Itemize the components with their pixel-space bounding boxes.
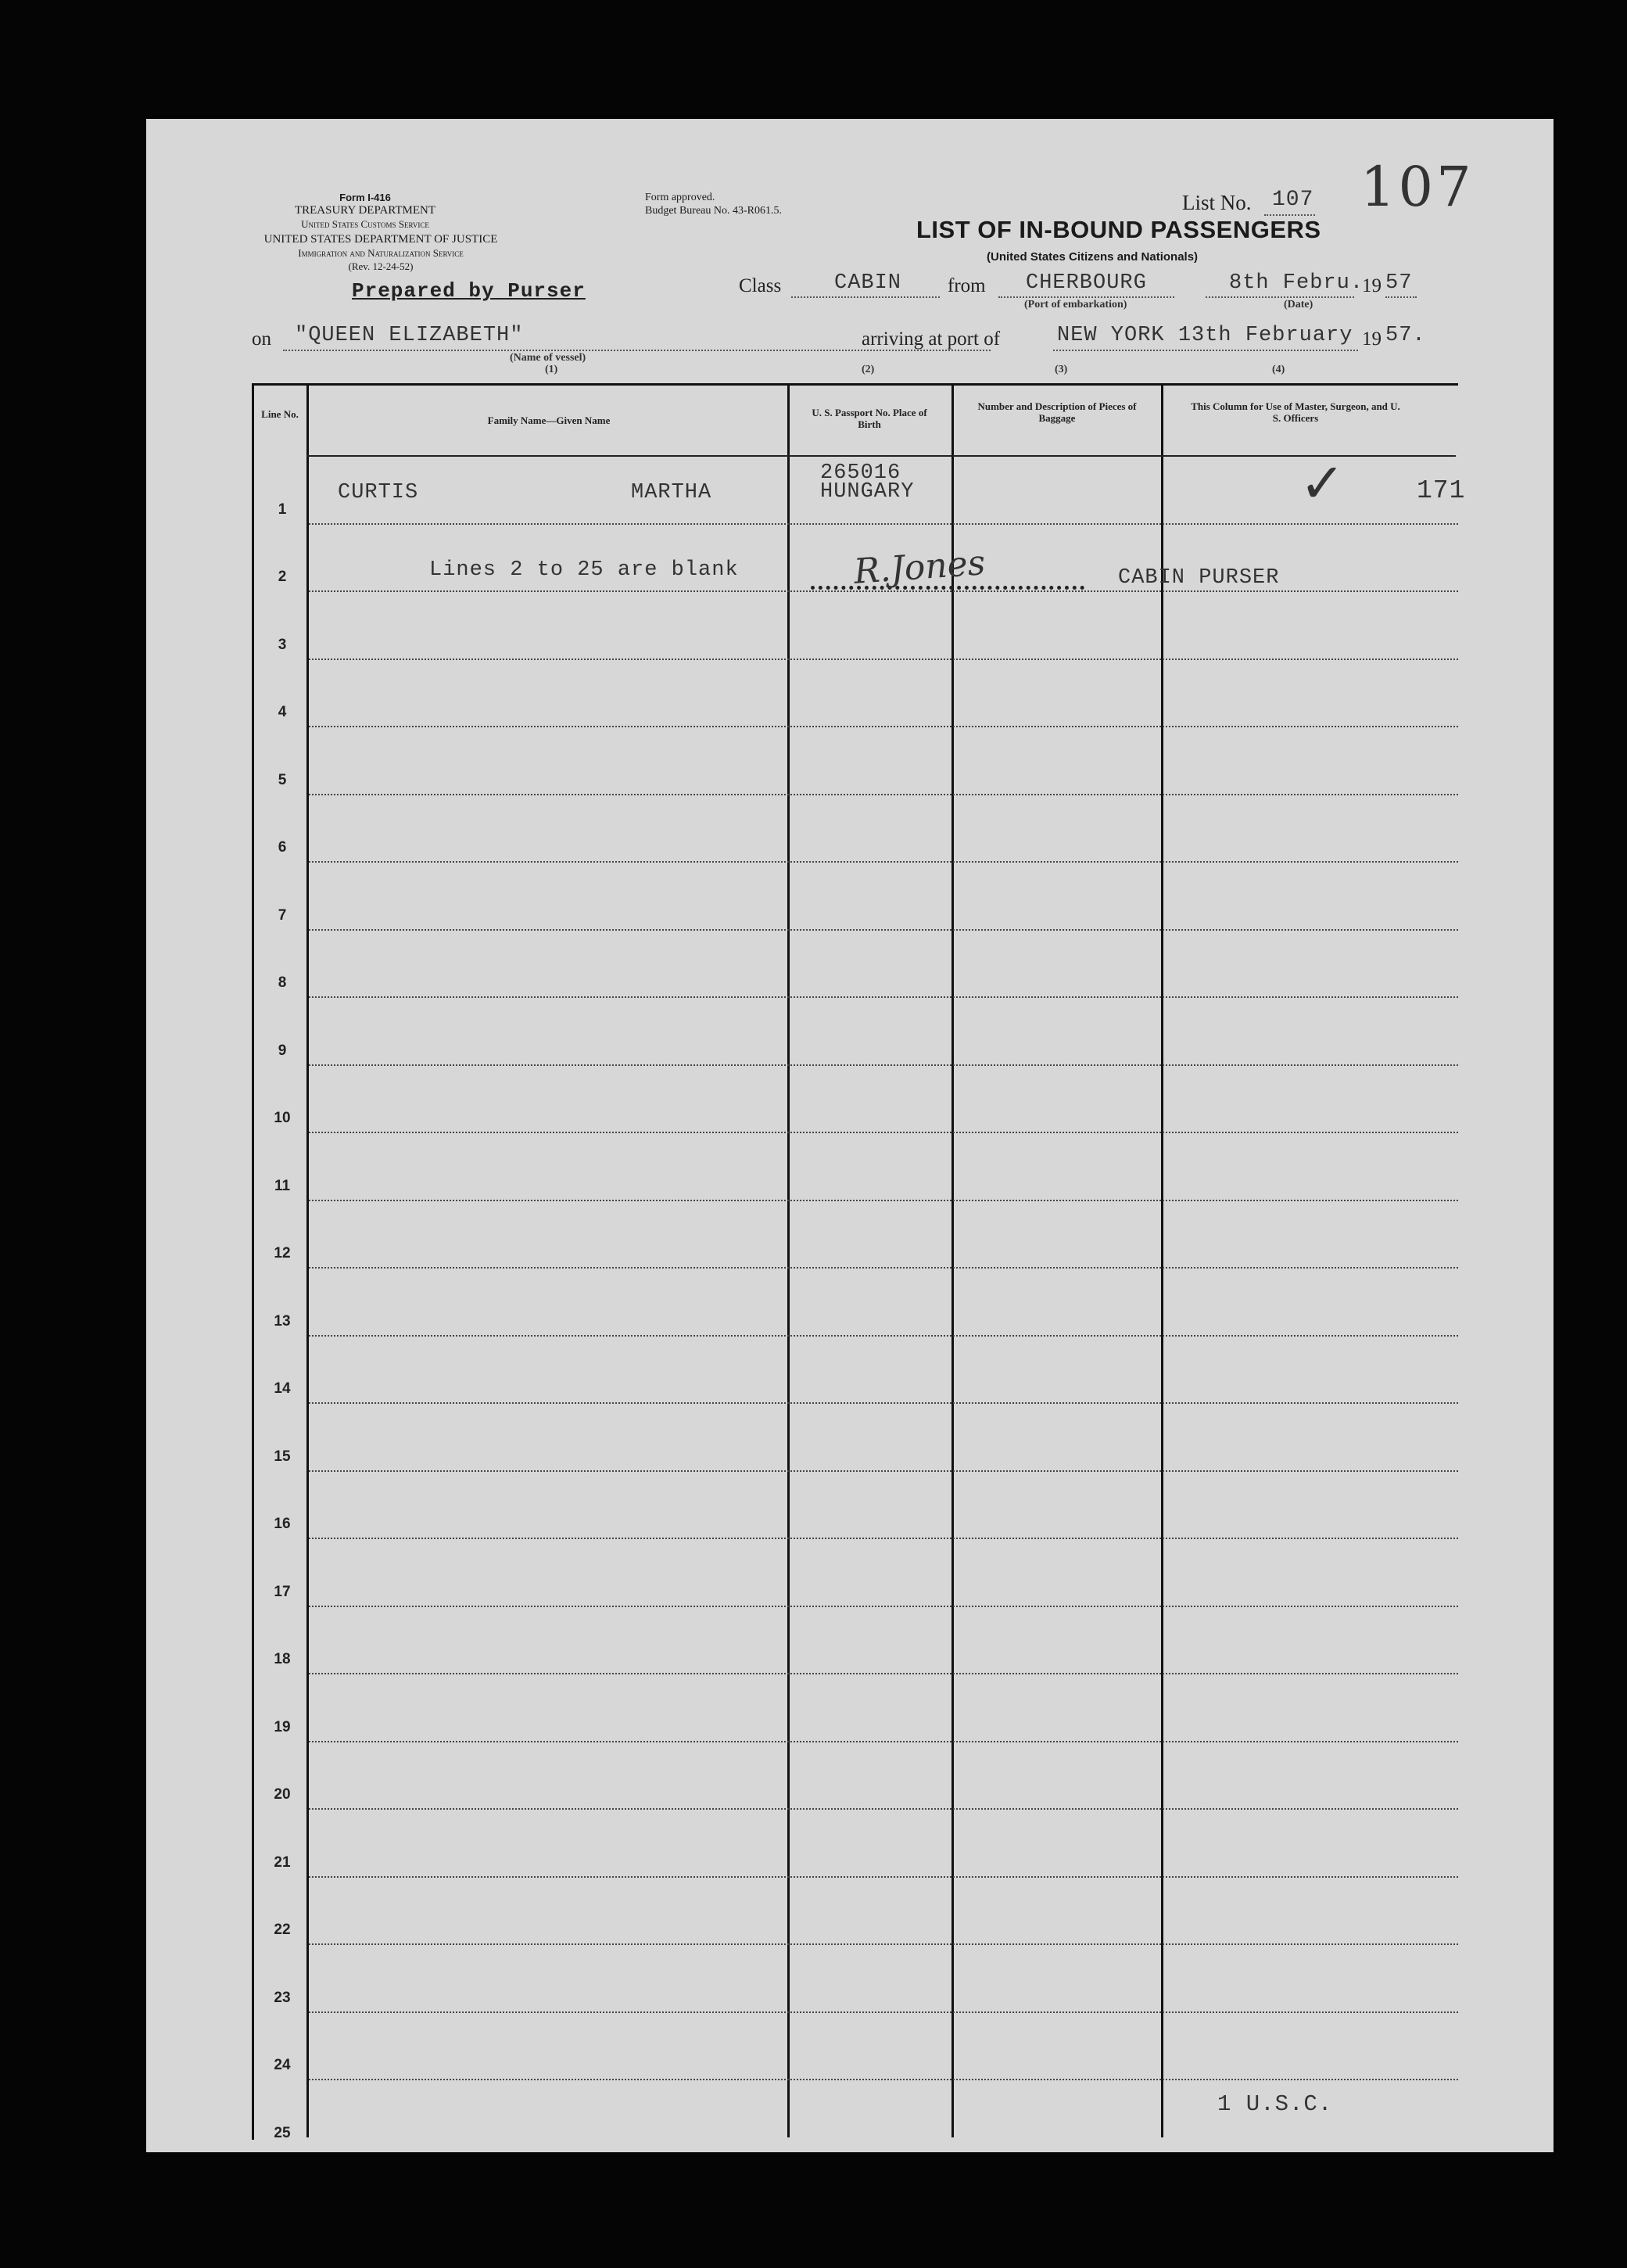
justice-block — [248, 233, 514, 273]
table-row — [309, 1673, 1458, 1674]
passport-number: 265016 — [820, 461, 901, 485]
table-row — [309, 2079, 1458, 2080]
table-row — [309, 929, 1458, 931]
line-number: 7 — [278, 906, 287, 924]
table-row — [309, 2011, 1458, 2013]
line-number: 19 — [274, 1718, 291, 1735]
line-number: 12 — [274, 1245, 291, 1261]
line-number: 4 — [278, 704, 287, 720]
table-row — [309, 794, 1458, 795]
col-line-3 — [951, 383, 954, 2137]
handwritten-list-no: 107 — [1360, 155, 1475, 219]
customs-service: United States Customs Service — [301, 218, 429, 230]
header-row-line — [306, 455, 1456, 457]
list-no-label: List No. — [1182, 191, 1252, 214]
treasury-dept: TREASURY DEPARTMENT — [294, 204, 436, 217]
col2-number: (2) — [862, 364, 875, 375]
col1-number: (1) — [545, 364, 558, 375]
class-label: Class — [739, 275, 782, 296]
header-left — [248, 191, 482, 231]
line-number: 20 — [274, 1786, 291, 1803]
col-head-officers: This Column for Use of Master, Surgeon, and U. S. Officers — [1191, 400, 1400, 424]
table-row — [309, 1943, 1458, 1945]
passenger-total: 1 U.S.C. — [1217, 2091, 1333, 2117]
table-row — [309, 659, 1458, 660]
form-title: LIST OF IN-BOUND PASSENGERS — [916, 216, 1321, 243]
arrival-century: 19 — [1362, 328, 1382, 350]
officer-number: 171 — [1417, 476, 1466, 505]
line-number: 5 — [278, 771, 287, 788]
line-number: 11 — [274, 1177, 291, 1194]
given-name: MARTHA — [631, 481, 712, 504]
date-value: 8th Febru. — [1229, 271, 1364, 295]
line-number: 3 — [278, 636, 287, 653]
revision: (Rev. 12-24-52) — [348, 260, 414, 272]
table-row — [309, 590, 1458, 592]
table-row — [309, 1538, 1458, 1539]
col-head-passport: U. S. Passport No. Place of Birth — [812, 407, 927, 430]
arriving-label: arriving at port of — [862, 328, 1001, 350]
line-number: 1 — [278, 501, 287, 518]
form-sheet — [146, 119, 1554, 2152]
signature-dots — [811, 586, 1084, 590]
table-row — [309, 1402, 1458, 1404]
signature: R.Jones — [852, 543, 987, 592]
line-number: 9 — [278, 1042, 287, 1059]
line-number: 15 — [274, 1448, 291, 1465]
birthplace: HUNGARY — [820, 480, 915, 504]
family-name: CURTIS — [338, 481, 419, 504]
budget-text: Budget Bureau No. 43-R061.5. — [645, 205, 782, 217]
form-approval — [645, 191, 782, 217]
ins-service: Immigration and Naturalization Service — [298, 247, 464, 259]
line-number: 23 — [274, 1989, 291, 2006]
table-row — [309, 996, 1458, 998]
table-row — [309, 1808, 1458, 1810]
from-line — [998, 296, 1174, 298]
line-number: 21 — [274, 1854, 291, 1871]
table-row — [309, 861, 1458, 863]
date-line — [1206, 296, 1354, 298]
date-year: 57 — [1385, 271, 1413, 295]
blank-note: Lines 2 to 25 are blank — [429, 558, 739, 582]
vessel-value: "QUEEN ELIZABETH" — [295, 324, 524, 347]
line-number: 6 — [278, 839, 287, 856]
table-row — [309, 1741, 1458, 1742]
table-row — [309, 1470, 1458, 1472]
line-number: 17 — [274, 1583, 291, 1600]
table-row — [309, 1606, 1458, 1607]
from-label: from — [948, 275, 986, 296]
arrival-year: 57. — [1385, 324, 1426, 347]
table-row — [309, 1876, 1458, 1878]
line-number: 13 — [274, 1312, 291, 1330]
justice-dept: UNITED STATES DEPARTMENT OF JUSTICE — [263, 233, 498, 246]
table-row — [309, 1132, 1458, 1133]
table-row — [309, 1064, 1458, 1066]
from-value: CHERBOURG — [1026, 271, 1147, 295]
line-number: 25 — [274, 2124, 291, 2141]
class-value: CABIN — [834, 271, 902, 295]
line-number: 18 — [274, 1651, 291, 1667]
line-number: 22 — [274, 1922, 291, 1938]
list-no-value: 107 — [1272, 188, 1314, 212]
date-century: 19 — [1362, 275, 1382, 296]
line-number: 2 — [278, 569, 287, 585]
purser-title: CABIN PURSER — [1118, 566, 1280, 590]
table-row — [309, 1335, 1458, 1337]
col3-number: (3) — [1055, 364, 1068, 375]
on-label: on — [252, 328, 271, 350]
table-row — [309, 1200, 1458, 1201]
form-subtitle: (United States Citizens and Nationals) — [987, 250, 1199, 264]
date-year-line — [1385, 296, 1417, 298]
class-line — [791, 296, 940, 298]
line-number: 24 — [274, 2057, 291, 2073]
col-line-2 — [787, 383, 790, 2137]
table-row — [309, 726, 1458, 727]
col-line-1 — [306, 383, 309, 2137]
form-number: Form I-416 — [339, 192, 391, 203]
table-row — [309, 523, 1458, 525]
col-head-baggage: Number and Description of Pieces of Baggage — [977, 400, 1137, 424]
approved-text: Form approved. — [645, 192, 715, 203]
col-head-line-no: Line No. — [261, 408, 299, 420]
col4-number: (4) — [1272, 364, 1285, 375]
arrival-value: NEW YORK 13th February — [1057, 324, 1353, 347]
line-number: 8 — [278, 974, 287, 991]
line-number: 14 — [274, 1380, 291, 1397]
line-number: 10 — [274, 1110, 291, 1126]
prepared-by: Prepared by Purser — [352, 279, 586, 303]
col-head-name: Family Name—Given Name — [487, 414, 611, 426]
arrival-line — [1053, 350, 1358, 351]
embark-caption: (Port of embarkation) — [1024, 299, 1127, 310]
line-number: 16 — [274, 1516, 291, 1532]
officer-check-mark: ✓ — [1299, 451, 1346, 515]
date-caption: (Date) — [1284, 299, 1313, 310]
table-row — [309, 1267, 1458, 1269]
col-line-4 — [1161, 383, 1163, 2137]
vessel-caption: (Name of vessel) — [510, 352, 586, 364]
